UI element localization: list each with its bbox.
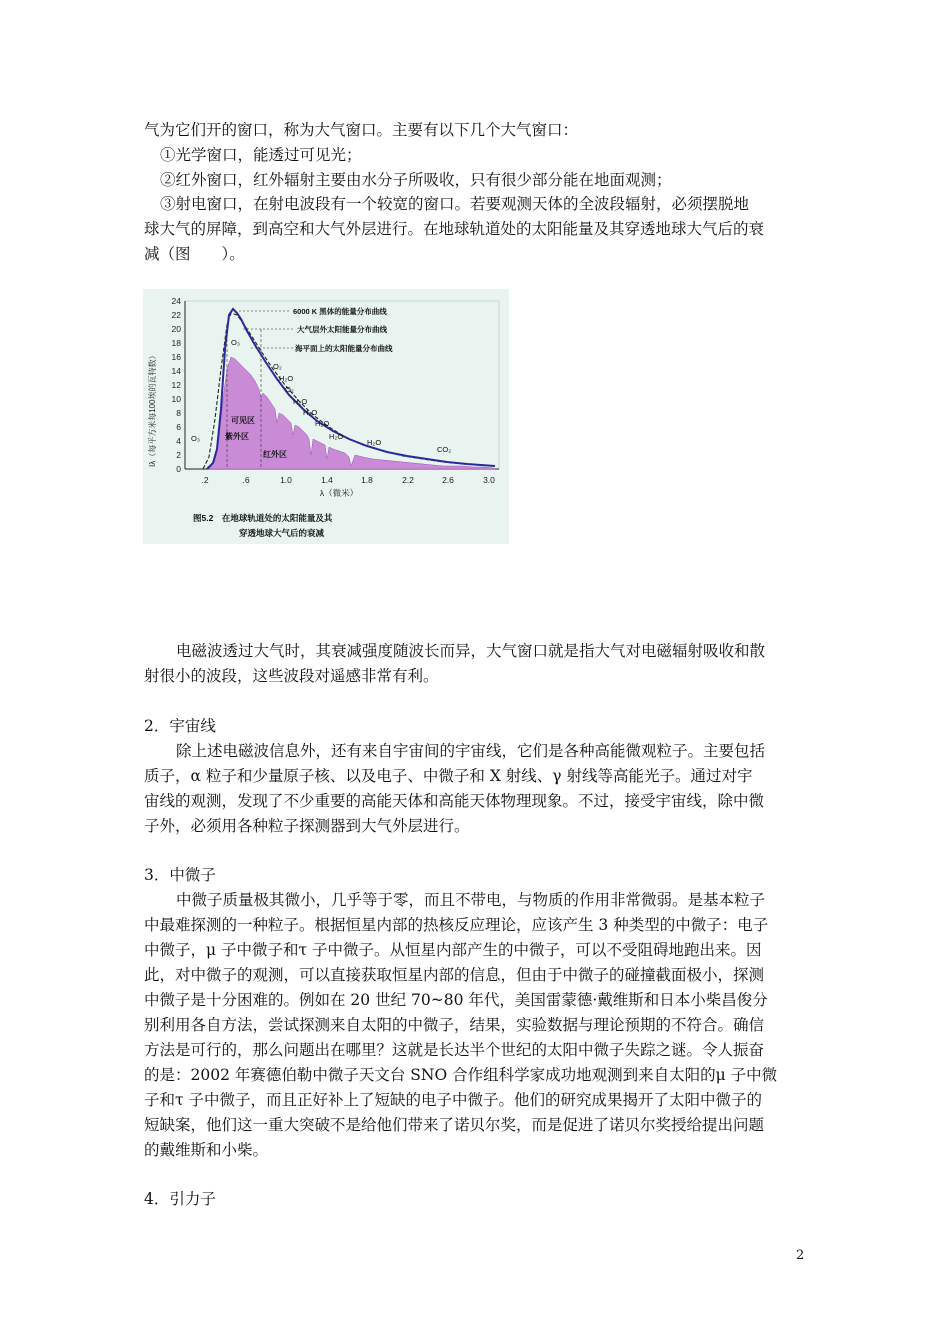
x-tick: 3.0 [483, 475, 495, 485]
absorber-label: H₂O [303, 408, 318, 417]
x-axis-label: λ（微米） [319, 488, 359, 498]
intro-line: 减（图 ）。 [144, 245, 245, 263]
y-tick: 8 [176, 408, 181, 418]
y-tick: 4 [176, 436, 181, 446]
y-tick: 6 [176, 422, 181, 432]
y-tick: 20 [171, 324, 181, 334]
absorber-label: H₂O [293, 397, 308, 406]
body-line: 短缺案，他们这一重大突破不是给他们带来了诺贝尔奖，而是促进了诺贝尔奖授给提出问题 [144, 1116, 765, 1134]
section-heading: 4．引力子 [144, 1190, 216, 1208]
body-line: 质子，α 粒子和少量原子核、以及电子、中微子和 X 射线、γ 射线等高能光子。通过对宇 [144, 767, 753, 785]
legend-sea-level: 海平面上的太阳能量分布曲线 [295, 344, 393, 353]
legend-blackbody: 6000 K 黑体的能量分布曲线 [293, 307, 387, 316]
intro-line: ②红外窗口，红外辐射主要由水分子所吸收，只有很少部分能在地面观测； [160, 171, 672, 189]
x-tick: .6 [242, 475, 250, 485]
section-heading: 2．宇宙线 [144, 717, 216, 735]
intro-line: ③射电窗口，在射电波段有一个较宽的窗口。若要观测天体的全波段辐射，必须摆脱地 [160, 195, 750, 213]
y-tick: 18 [171, 338, 181, 348]
region-infrared-label: 红外区 [263, 450, 287, 459]
y-axis-label: Iλ（每平方米每100埃的瓦特数） [148, 351, 157, 467]
absorber-label: O₃ [231, 338, 240, 347]
absorber-label: O₃ [191, 434, 200, 443]
body-line: 方法是可行的，那么问题出在哪里？这就是长达半个世纪的太阳中微子失踪之谜。令人振奋 [144, 1041, 765, 1059]
absorber-label: CO₂ [437, 445, 452, 454]
region-ultraviolet-label: 紫外区 [225, 432, 249, 441]
x-tick: .2 [201, 475, 209, 485]
body-line: 除上述电磁波信息外，还有来自宇宙间的宇宙线，它们是各种高能微观粒子。主要包括 [176, 742, 766, 760]
y-tick: 0 [176, 464, 181, 474]
body-line: 子和τ 子中微子，而且正好补上了短缺的电子中微子。他们的研究成果揭开了太阳中微子的 [144, 1091, 763, 1109]
body-line: 中最难探测的一种粒子。根据恒星内部的热核反应理论，应该产生 3 种类型的中微子：电子 [144, 916, 769, 934]
y-tick: 10 [171, 394, 181, 404]
absorber-label: H₂O [315, 419, 330, 428]
y-tick: 14 [171, 366, 181, 376]
absorber-label: H₂O [279, 374, 294, 383]
intro-line: ①光学窗口，能透过可见光； [160, 146, 362, 164]
absorber-label: O₂ [273, 362, 282, 371]
body-line: 别利用各自方法，尝试探测来自太阳的中微子，结果，实验数据与理论预期的不符合。确信 [144, 1016, 765, 1034]
x-tick: 2.6 [442, 475, 454, 485]
intro-line: 球大气的屏障，到高空和大气外层进行。在地球轨道处的太阳能量及其穿透地球大气后的衰 [144, 220, 765, 238]
body-line: 子外，必须用各种粒子探测器到大气外层进行。 [144, 817, 470, 835]
absorber-label: O₂ [285, 385, 294, 394]
body-line: 中微子是十分困难的。例如在 20 世纪 70~80 年代，美国雷蒙德·戴维斯和日本小柴昌俊分 [144, 991, 768, 1009]
figure-caption-line2: 穿透地球大气后的衰减 [239, 528, 325, 538]
body-line: 的戴维斯和小柴。 [144, 1141, 269, 1159]
x-tick: 2.2 [402, 475, 414, 485]
sea-level-spectrum-area [209, 357, 495, 469]
body-line: 电磁波透过大气时，其衰减强度随波长而异，大气窗口就是指大气对电磁辐射吸收和散 [176, 642, 766, 660]
x-tick: 1.4 [321, 475, 333, 485]
body-line: 宙线的观测，发现了不少重要的高能天体和高能天体物理现象。不过，接受宇宙线，除中微 [144, 792, 765, 810]
figure-caption-line1: 图5.2 在地球轨道处的太阳能量及其 [193, 513, 333, 523]
y-tick: 24 [171, 296, 181, 306]
body-line: 中微子质量极其微小，几乎等于零，而且不带电，与物质的作用非常微弱。是基本粒子 [176, 891, 766, 909]
legend-outside-atmosphere: 大气层外太阳能量分布曲线 [297, 325, 387, 334]
body-line: 此，对中微子的观测，可以直接获取恒星内部的信息，但由于中微子的碰撞截面极小，探测 [144, 966, 765, 984]
body-line: 射很小的波段，这些波段对遥感非常有利。 [144, 667, 439, 685]
page-number: 2 [796, 1248, 805, 1263]
y-tick: 12 [171, 380, 181, 390]
body-line: 中微子，μ 子中微子和τ 子中微子。从恒星内部产生的中微子，可以不受阻碍地跑出来。因 [144, 941, 762, 959]
y-tick: 2 [176, 450, 181, 460]
region-visible-label: 可见区 [231, 416, 255, 425]
absorber-label: H₂O [367, 438, 382, 447]
body-line: 的是：2002 年赛德伯勒中微子天文台 SNO 合作组科学家成功地观测到来自太阳的μ 子中微 [144, 1066, 778, 1084]
solar-spectrum-figure [143, 289, 509, 544]
x-tick: 1.0 [280, 475, 292, 485]
intro-line: 气为它们开的窗口，称为大气窗口。主要有以下几个大气窗口： [144, 121, 579, 139]
x-tick: 1.8 [361, 475, 373, 485]
absorber-label: H₂O [329, 432, 344, 441]
section-heading: 3．中微子 [144, 866, 216, 884]
y-tick: 22 [171, 310, 181, 320]
y-tick: 16 [171, 352, 181, 362]
